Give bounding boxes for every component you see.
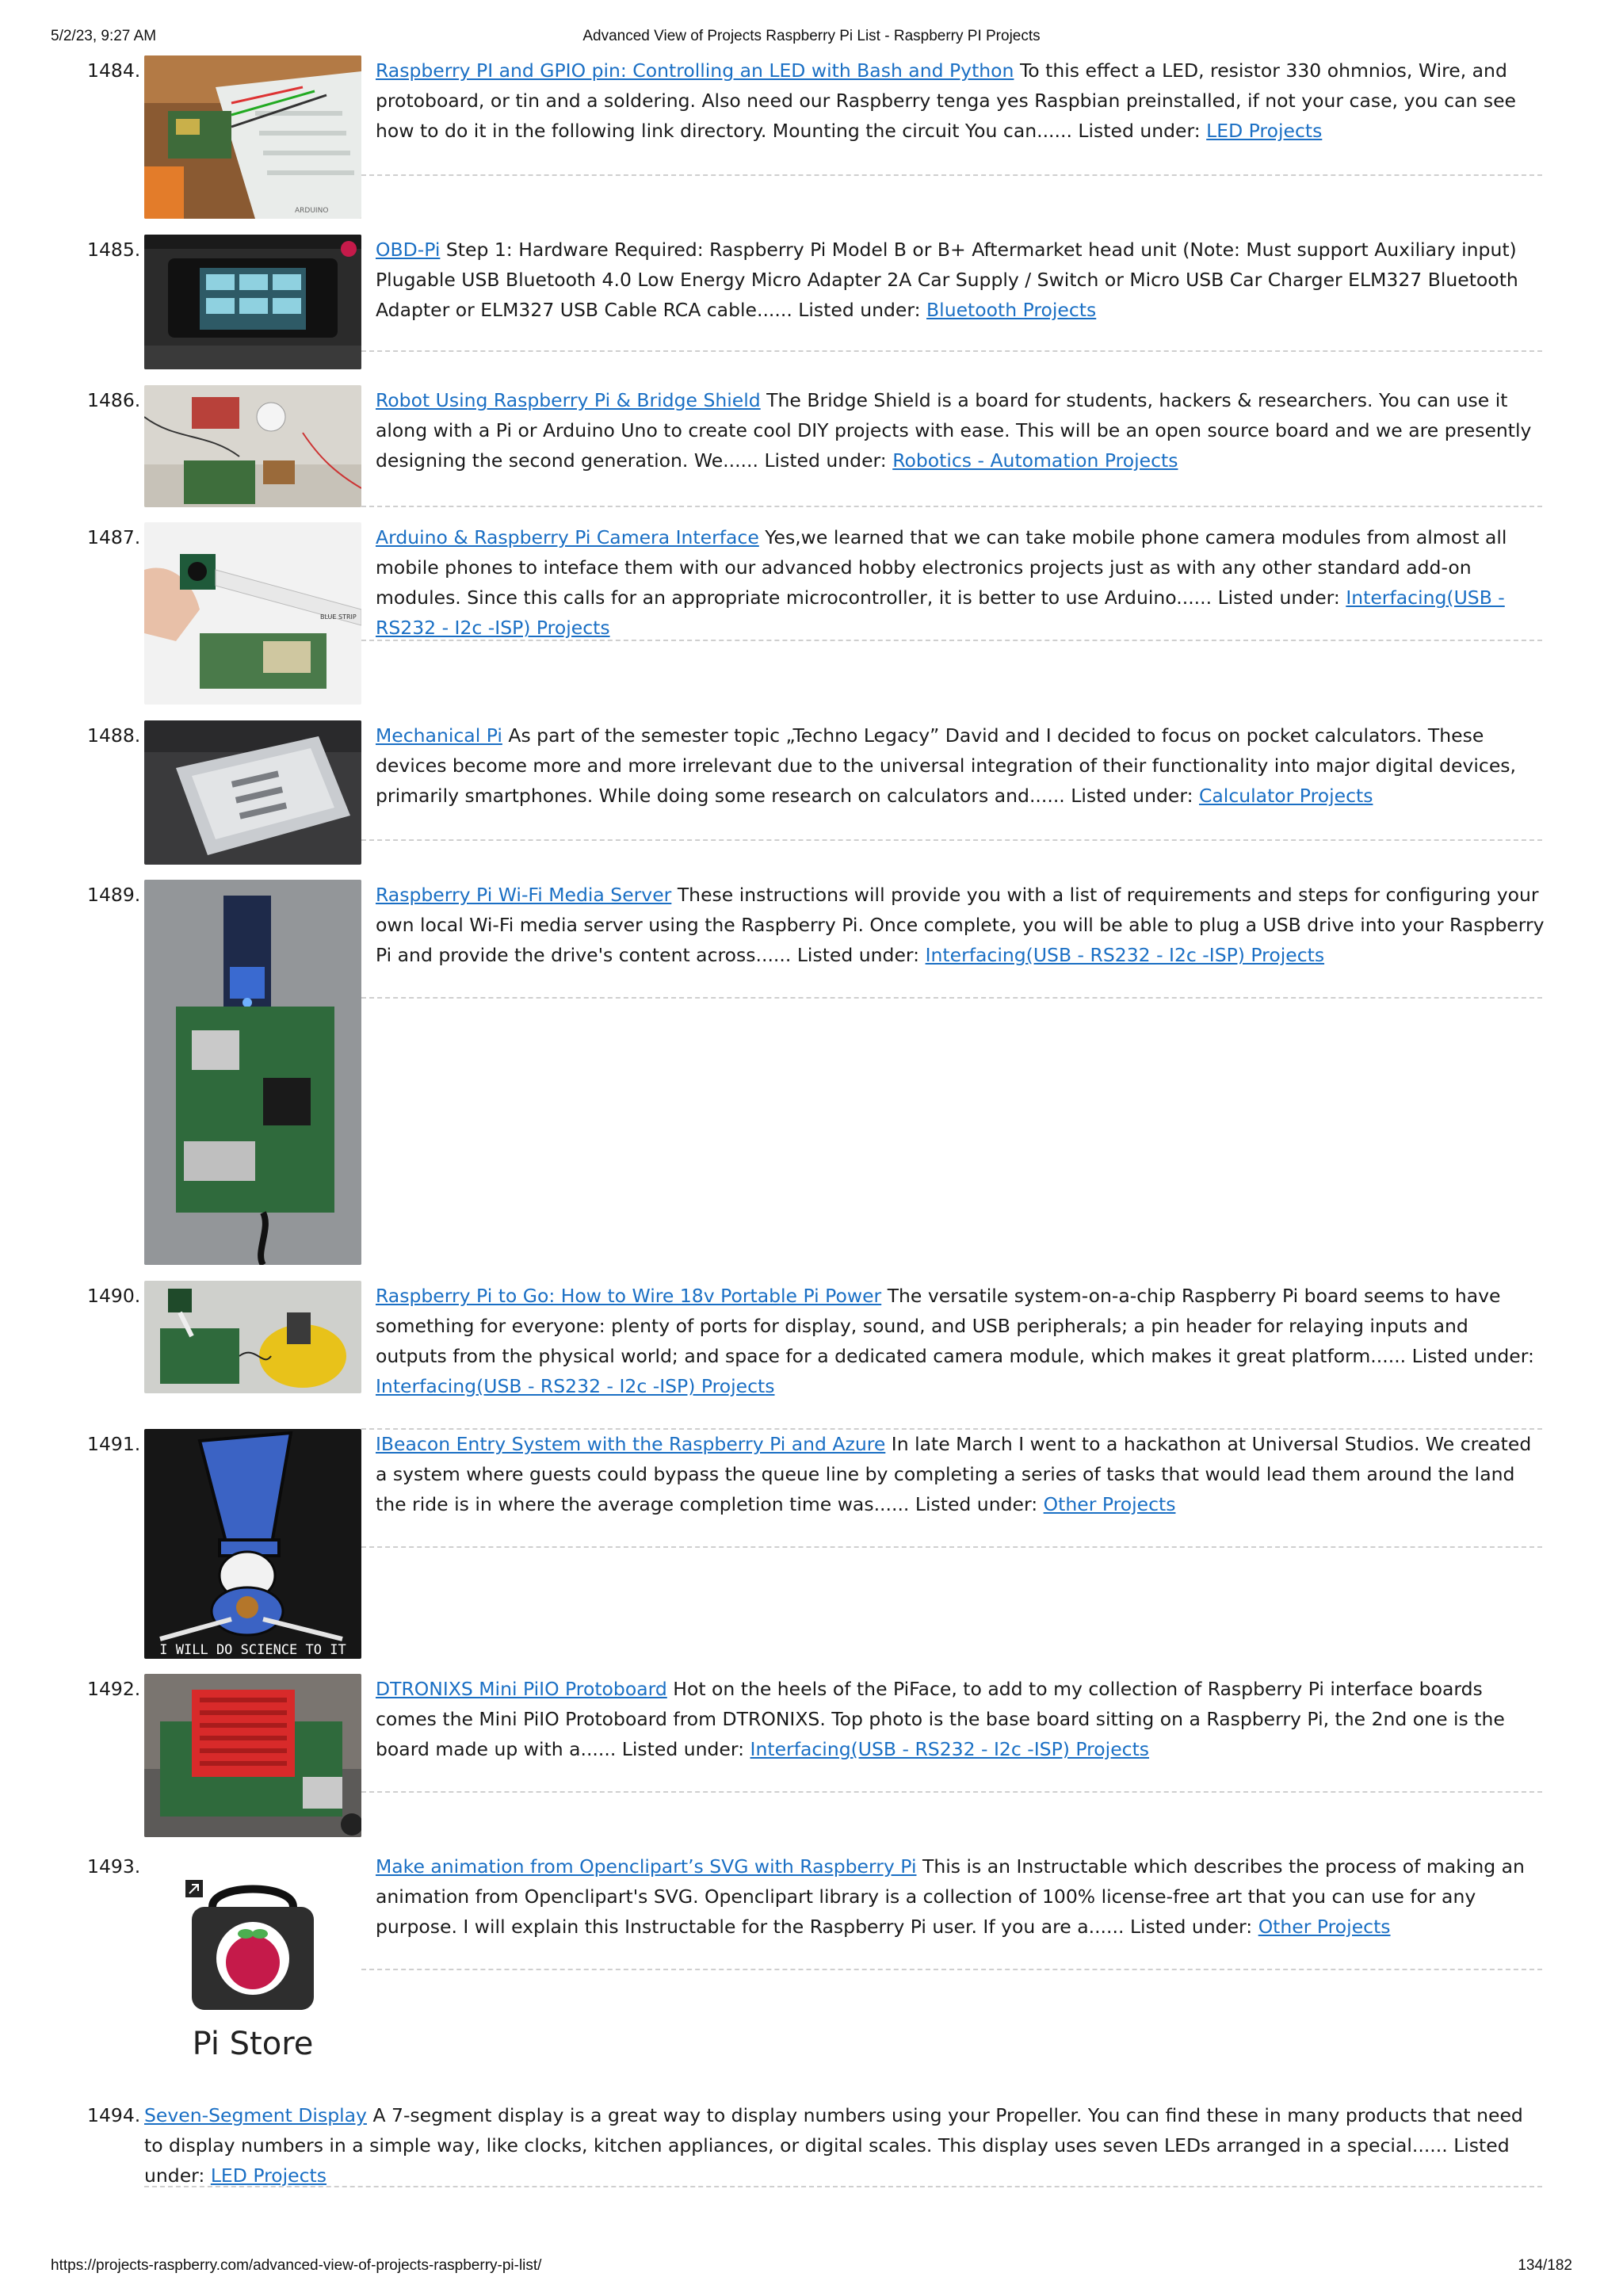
divider xyxy=(361,174,1542,176)
item-text xyxy=(376,1674,1545,1764)
divider xyxy=(361,839,1542,841)
category-link[interactable]: Bluetooth Projects xyxy=(926,299,1097,321)
item-number: 1489. xyxy=(87,884,141,906)
project-description: These instructions will provide you with a list of requirements and steps for configuring your own local Wi-Fi media server using the Raspberry Pi. Once complete, you will be able to plug a USB drive into your Raspberry Pi and provide the drive's content across...... xyxy=(376,884,1545,966)
item-number: 1494. xyxy=(87,2104,141,2126)
listed-under-label: Listed under: xyxy=(796,944,920,966)
item-text xyxy=(376,385,1545,476)
thumbnail-image xyxy=(144,880,361,1265)
item-text xyxy=(144,2100,1547,2191)
item-text xyxy=(376,1281,1545,1401)
project-description: Step 1: Hardware Required: Raspberry Pi Model B or B+ Aftermarket head unit (Note: Must support Auxiliary input) Plugable USB Bluetooth 4.0 Low Energy Micro Adapter 2A Car Supply / Switch or Micro USB Car Charger ELM327 Bluetooth Adapter or ELM327 USB Cable RCA cable...... xyxy=(376,239,1518,321)
thumbnail-image xyxy=(144,522,361,705)
project-description: Yes,we learned that we can take mobile phone camera modules from almost all mobile phones to inteface them with our advanced hobby electronics projects just as with any other standard add-on modules. Since this calls for an appropriate microcontroller, it is better to use Arduino...... xyxy=(376,526,1507,609)
divider xyxy=(361,350,1542,352)
item-number: 1488. xyxy=(87,724,141,747)
project-link[interactable]: Raspberry PI and GPIO pin: Controlling an LED with Bash and Python xyxy=(376,59,1014,82)
listed-under-label: Listed under: xyxy=(1078,120,1201,142)
project-link[interactable]: Seven-Segment Display xyxy=(144,2104,367,2126)
print-footer xyxy=(0,2251,1623,2283)
category-link[interactable]: Interfacing(USB - RS232 - I2c -ISP) Projects xyxy=(376,1375,775,1397)
item-number: 1492. xyxy=(87,1678,141,1700)
category-link[interactable]: Other Projects xyxy=(1258,1916,1391,1938)
divider xyxy=(361,506,1542,507)
category-link[interactable]: Interfacing(USB - RS232 - I2c -ISP) Projects xyxy=(925,944,1325,966)
project-description: The Bridge Shield is a board for students, hackers & researchers. You can use it along with a Pi or Arduino Uno to create cool DIY projects with ease. This will be an open source board and we are presently designing the second generation. We...... xyxy=(376,389,1532,472)
item-text xyxy=(376,522,1545,643)
listed-under-label: Listed under: xyxy=(1129,1916,1253,1938)
divider xyxy=(361,1791,1542,1793)
item-number: 1485. xyxy=(87,239,141,261)
divider xyxy=(361,640,1542,641)
project-description: This is an Instructable which describes the process of making an animation from Openclipart's SVG. Openclipart library is a collection of 100% license-free art that you can use for any purpose. I will explain this Instructable for the Raspberry Pi user. If you are a...... xyxy=(376,1855,1525,1938)
project-description: Hot on the heels of the PiFace, to add to my collection of Raspberry Pi interface boards comes the Mini PiIO Protoboard from DTRONIXS. Top photo is the base board sitting on a Raspberry Pi, the 2nd one is the board made up with a...... xyxy=(376,1678,1505,1760)
item-text xyxy=(376,880,1545,970)
category-link[interactable]: LED Projects xyxy=(210,2164,327,2187)
item-number: 1490. xyxy=(87,1285,141,1307)
item-text xyxy=(376,235,1545,325)
item-text xyxy=(376,720,1545,811)
page-url: https://projects-raspberry.com/advanced-view-of-projects-raspberry-pi-list/ xyxy=(51,2257,542,2274)
thumbnail-caption: I WILL DO SCIENCE TO IT xyxy=(159,1642,346,1658)
print-header xyxy=(0,0,1623,48)
category-link[interactable]: Interfacing(USB - RS232 - I2c -ISP) Projects xyxy=(376,586,1505,639)
project-description: To this effect a LED, resistor 330 ohmnios, Wire, and protoboard, or tin and a soldering. Also need our Raspberry tenga yes Raspbian preinstalled, if not your case, you can see how to do it in the following link directory. Mounting the circuit You can...... xyxy=(376,59,1516,142)
listed-under-label: Listed under: xyxy=(1411,1345,1534,1367)
thumbnail-label: ARDUINO xyxy=(295,207,329,215)
thumbnail-image xyxy=(144,1851,361,2065)
listed-under-label: Listed under: xyxy=(1071,785,1193,807)
project-link[interactable]: Arduino & Raspberry Pi Camera Interface xyxy=(376,526,759,548)
listed-under-label: Listed under: xyxy=(798,299,921,321)
category-link[interactable]: Interfacing(USB - RS232 - I2c -ISP) Projects xyxy=(750,1738,1150,1760)
listed-under-label: Listed under: xyxy=(621,1738,745,1760)
project-link[interactable]: OBD-Pi xyxy=(376,239,441,261)
item-text xyxy=(376,55,1545,146)
thumbnail-image xyxy=(144,1281,361,1393)
divider xyxy=(144,2186,1542,2187)
item-number: 1491. xyxy=(87,1433,141,1455)
item-number: 1484. xyxy=(87,59,141,82)
item-text xyxy=(376,1851,1545,1942)
thumbnail-image xyxy=(144,385,361,507)
listed-under-label: Listed under: xyxy=(144,2134,1510,2187)
listed-under-label: Listed under: xyxy=(1217,586,1340,609)
category-link[interactable]: Other Projects xyxy=(1043,1493,1176,1515)
page-number: 134/182 xyxy=(1518,2257,1572,2274)
item-text xyxy=(376,1429,1545,1519)
project-link[interactable]: Mechanical Pi xyxy=(376,724,502,747)
item-number: 1493. xyxy=(87,1855,141,1878)
project-link[interactable]: Raspberry Pi Wi-Fi Media Server xyxy=(376,884,672,906)
divider xyxy=(361,997,1542,999)
category-link[interactable]: LED Projects xyxy=(1206,120,1323,142)
project-description: As part of the semester topic „Techno Legacy” David and I decided to focus on pocket calculators. These devices become more and more irrelevant due to the universal integration of their functionality into major digital devices, primarily smartphones. While doing some research on calculators and...... xyxy=(376,724,1517,807)
thumbnail-image xyxy=(144,55,361,219)
project-description: The versatile system-on-a-chip Raspberry Pi board seems to have something for everyone: plenty of ports for display, sound, and USB peripherals; a pin header for relaying inputs and outputs from the physical world; and space for a dedicated camera module, which makes it great platform...... xyxy=(376,1285,1501,1367)
thumbnail-label: BLUE STRIP xyxy=(320,613,357,621)
print-date: 5/2/23, 9:27 AM xyxy=(51,28,157,44)
thumbnail-caption: Pi Store xyxy=(192,2026,314,2062)
listed-under-label: Listed under: xyxy=(915,1493,1038,1515)
page-title: Advanced View of Projects Raspberry Pi List - Raspberry PI Projects xyxy=(582,28,1041,44)
divider xyxy=(361,1969,1542,1970)
divider xyxy=(361,1546,1542,1548)
category-link[interactable]: Calculator Projects xyxy=(1199,785,1373,807)
project-link[interactable]: DTRONIXS Mini PiIO Protoboard xyxy=(376,1678,667,1700)
project-link[interactable]: Raspberry Pi to Go: How to Wire 18v Portable Pi Power xyxy=(376,1285,882,1307)
thumbnail-image xyxy=(144,1429,361,1659)
category-link[interactable]: Robotics - Automation Projects xyxy=(892,449,1178,472)
item-number: 1487. xyxy=(87,526,141,548)
project-link[interactable]: IBeacon Entry System with the Raspberry Pi and Azure xyxy=(376,1433,886,1455)
listed-under-label: Listed under: xyxy=(764,449,887,472)
project-description: In late March I went to a hackathon at Universal Studios. We created a system where guests could bypass the queue line by completing a series of tasks that would lead them around the land the ride is in where the average completion time was...... xyxy=(376,1433,1532,1515)
thumbnail-image xyxy=(144,720,361,865)
thumbnail-image xyxy=(144,235,361,369)
thumbnail-image xyxy=(144,1674,361,1837)
project-description: A 7-segment display is a great way to display numbers using your Propeller. You can find these in many products that need to display numbers in a simple way, like clocks, kitchen appliances, or digital scales. This display uses seven LEDs arranged in a special...... xyxy=(144,2104,1523,2157)
item-number: 1486. xyxy=(87,389,141,411)
project-link[interactable]: Robot Using Raspberry Pi & Bridge Shield xyxy=(376,389,761,411)
project-link[interactable]: Make animation from Openclipart’s SVG with Raspberry Pi xyxy=(376,1855,917,1878)
